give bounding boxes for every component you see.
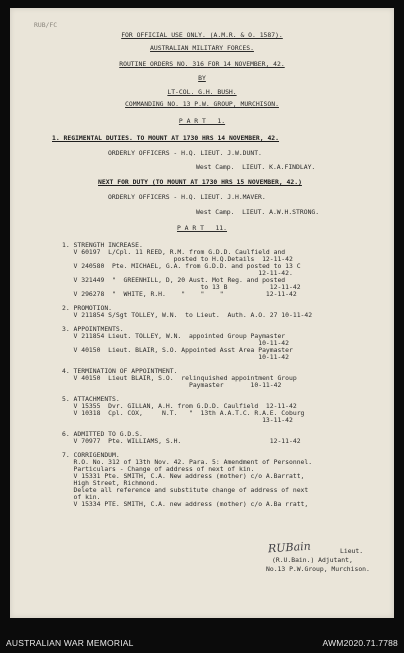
- header-official-use: FOR OFFICIAL USE ONLY. (A.M.R. & O. 1587).: [121, 31, 283, 39]
- part2-line: V 240580 Pte. MICHAEL, G.A. from G.D.D. and posted to 13 C: [62, 262, 301, 270]
- part2-line: V 211854 S/Sgt TOLLEY, W.N. to Lieut. Auth. A.O. 27 10-11-42: [62, 311, 313, 319]
- header-by: BY: [198, 74, 206, 82]
- part2-line: R.O. No. 312 of 13th Nov. 42. Para. 5: Amendment of Personnel.: [62, 458, 313, 466]
- file-reference: RUB/FC: [34, 21, 58, 29]
- part2-line: 10-11-42: [62, 339, 290, 347]
- part2-line: High Street, Richmond.: [62, 479, 159, 487]
- header-routine-orders: ROUTINE ORDERS NO. 316 FOR 14 NOVEMBER, 42.: [119, 60, 285, 68]
- part2-heading: P A R T 11.: [176, 224, 228, 232]
- part2-line: V 70977 Pte. WILLIAMS, S.H. 12-11-42: [62, 437, 301, 445]
- part2-line: V 10318 Cpl. COX, N.T. " 13th A.A.T.C. R.A.E. Coburg: [62, 409, 305, 417]
- part2-line: V 40150 Lieut. BLAIR, S.O. Appointed Asst Area Paymaster: [62, 346, 293, 354]
- part2-line: 13-11-42: [62, 416, 293, 424]
- part2-line: of kin.: [62, 493, 101, 501]
- part2-line: V 15331 Pte. SMITH, C.A. New address (mother) c/o A.Barratt,: [62, 472, 305, 480]
- orderly-officers-hq: ORDERLY OFFICERS - H.Q. LIEUT. J.W.DUNT.: [108, 149, 262, 157]
- footer-institution: AUSTRALIAN WAR MEMORIAL: [6, 638, 134, 648]
- regimental-duties-title: 1. REGIMENTAL DUTIES. TO MOUNT AT 1730 HRS 14 NOVEMBER, 42.: [52, 134, 280, 142]
- handwritten-signature: RUBain: [267, 539, 312, 556]
- part2-line: 7. CORRIGENDUM.: [62, 451, 120, 459]
- part2-line: 6. ADMITTED TO G.D.S.: [62, 430, 143, 438]
- part2-line: V 296278 " WHITE, R.H. " " " 12-11-42: [62, 290, 297, 298]
- header-commander: LT-COL. G.H. BUSH.: [167, 88, 237, 96]
- part2-line: 10-11-42: [62, 353, 290, 361]
- part2-line: Particulars - Change of address of next of kin.: [62, 465, 255, 473]
- next-orderly-hq: ORDERLY OFFICERS - H.Q. LIEUT. J.H.MAVER.: [108, 193, 266, 201]
- part2-line: posted to H.Q.Details 12-11-42: [62, 255, 293, 263]
- header-command: COMMANDING NO. 13 P.W. GROUP, MURCHISON.: [125, 100, 279, 108]
- part2-line: to 13 B 12-11-42: [62, 283, 301, 291]
- header-forces: AUSTRALIAN MILITARY FORCES.: [150, 44, 254, 52]
- part2-line: V 40150 Lieut BLAIR, S.O. relinquished appointment Group: [62, 374, 297, 382]
- document-page: [10, 8, 394, 618]
- part2-line: 12-11-42.: [62, 269, 293, 277]
- orderly-officers-west: West Camp. LIEUT. K.A.FINDLAY.: [196, 163, 316, 171]
- signature-name: (R.U.Bain.) Adjutant,: [272, 556, 353, 564]
- part2-line: Paymaster 10-11-42: [62, 381, 282, 389]
- signature-rank: Lieut.: [340, 547, 364, 555]
- part2-line: V 15355 Dvr. GILLAN, A.H. from G.D.D. Caulfield 12-11-42: [62, 402, 297, 410]
- next-orderly-west: West Camp. LIEUT. A.W.H.STRONG.: [196, 208, 320, 216]
- part2-line: V 60197 L/Cpl. 11 REED, R.M. from G.D.D. Caulfield and: [62, 248, 286, 256]
- part2-line: 4. TERMINATION OF APPOINTMENT.: [62, 367, 178, 375]
- signature-unit: No.13 P.W.Group, Murchison.: [266, 565, 370, 573]
- part1-heading: P A R T 1.: [178, 117, 226, 125]
- part2-line: V 15334 PTE. SMITH, C.A. new address (mother) c/o A.Ba rratt,: [62, 500, 309, 508]
- part2-line: 2. PROMOTION.: [62, 304, 113, 312]
- part2-line: V 321449 " GREENHILL, D, 20 Aust. Mot Reg. and posted: [62, 276, 286, 284]
- part2-line: 3. APPOINTMENTS.: [62, 325, 124, 333]
- part2-line: Delete all reference and substitute change of address of next: [62, 486, 309, 494]
- footer-accession-number: AWM2020.71.7788: [322, 638, 398, 648]
- part2-line: 1. STRENGTH INCREASE.: [62, 241, 143, 249]
- next-for-duty: NEXT FOR DUTY (TO MOUNT AT 1730 HRS 15 NOVEMBER, 42.): [98, 178, 302, 186]
- part2-line: 5. ATTACHMENTS.: [62, 395, 120, 403]
- part2-line: V 211854 Lieut. TOLLEY, W.N. appointed Group Paymaster: [62, 332, 286, 340]
